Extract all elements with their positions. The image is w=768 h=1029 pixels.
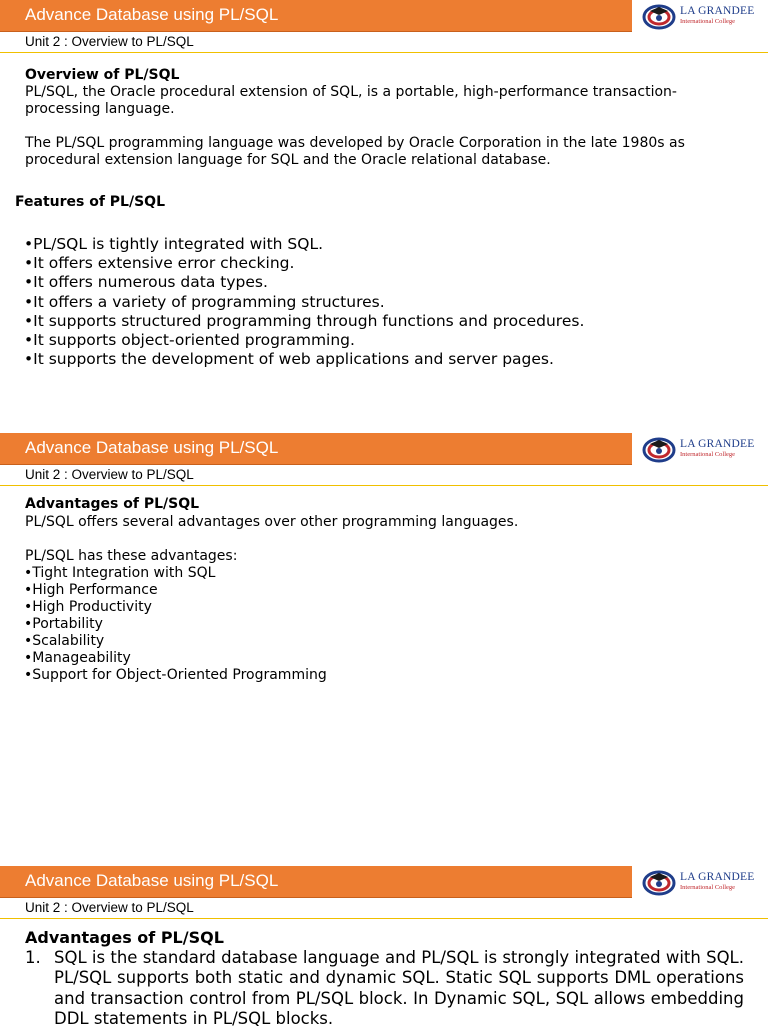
college-emblem-icon (642, 4, 676, 30)
header-divider (0, 485, 768, 486)
header-divider (0, 918, 768, 919)
item-number: 1. (25, 948, 41, 967)
features-list (24, 235, 584, 369)
advantages-list (24, 565, 327, 684)
logo-name: LA GRANDEE (680, 871, 755, 883)
list-item: •It offers a variety of programming structures. (24, 292, 385, 311)
list-item: •Scalability (24, 633, 105, 649)
section-heading: Advantages of PL/SQL (25, 496, 200, 512)
section-heading: Advantages of PL/SQL (25, 928, 224, 947)
unit-label: Unit 2 : Overview to PL/SQL (25, 467, 194, 482)
banner-title: Advance Database using PL/SQL (25, 5, 279, 24)
list-item: •PL/SQL is tightly integrated with SQL. (24, 235, 324, 253)
list-item: •Portability (24, 616, 103, 632)
banner-title: Advance Database using PL/SQL (25, 871, 279, 890)
college-emblem-icon (642, 870, 676, 896)
logo-name: LA GRANDEE (680, 438, 755, 450)
college-logo (642, 437, 762, 463)
history-paragraph: The PL/SQL programming language was developed by Oracle Corporation in the late 1980s as procedural extension language for SQL and the Oracle relational database. (25, 135, 685, 168)
section-heading: Overview of PL/SQL (25, 67, 180, 83)
unit-label: Unit 2 : Overview to PL/SQL (25, 900, 194, 915)
overview-paragraph: PL/SQL, the Oracle procedural extension of SQL, is a portable, high-performance transaction-processing language. (25, 84, 677, 117)
list-item: •Support for Object-Oriented Programming (24, 667, 327, 683)
header-divider (0, 52, 768, 53)
features-heading: Features of PL/SQL (15, 194, 165, 210)
advantages-list-intro: PL/SQL has these advantages: (25, 548, 238, 564)
list-item: •It offers extensive error checking. (24, 254, 295, 273)
college-logo (642, 870, 762, 896)
title-banner (0, 866, 632, 898)
list-item: •High Productivity (24, 599, 152, 615)
logo-subtitle: International College (680, 451, 736, 458)
logo-name: LA GRANDEE (680, 5, 755, 17)
list-item: •It supports structured programming through functions and procedures. (24, 311, 585, 330)
list-item: •It supports object-oriented programming. (24, 331, 355, 350)
logo-subtitle: International College (680, 884, 736, 891)
list-item: •It offers numerous data types. (24, 273, 268, 292)
unit-label: Unit 2 : Overview to PL/SQL (25, 34, 194, 49)
item-text: SQL is the standard database language and PL/SQL is strongly integrated with SQL. PL/SQL supports both static and dynamic SQL. Static SQL supports DML operations and transaction control from PL/SQL block. In Dynamic SQL, SQL allows embedding DDL statements in PL/SQL blocks. (54, 948, 744, 1028)
list-item: •Tight Integration with SQL (24, 565, 216, 581)
title-banner (0, 433, 632, 465)
advantages-intro: PL/SQL offers several advantages over other programming languages. (25, 514, 519, 530)
list-item: •It supports the development of web applications and server pages. (24, 350, 554, 369)
list-item: •High Performance (24, 582, 158, 598)
list-item: •Manageability (24, 650, 131, 666)
logo-subtitle: International College (680, 18, 736, 25)
slide-1 (0, 0, 768, 433)
banner-title: Advance Database using PL/SQL (25, 438, 279, 457)
college-emblem-icon (642, 437, 676, 463)
college-logo (642, 4, 762, 30)
title-banner (0, 0, 632, 32)
